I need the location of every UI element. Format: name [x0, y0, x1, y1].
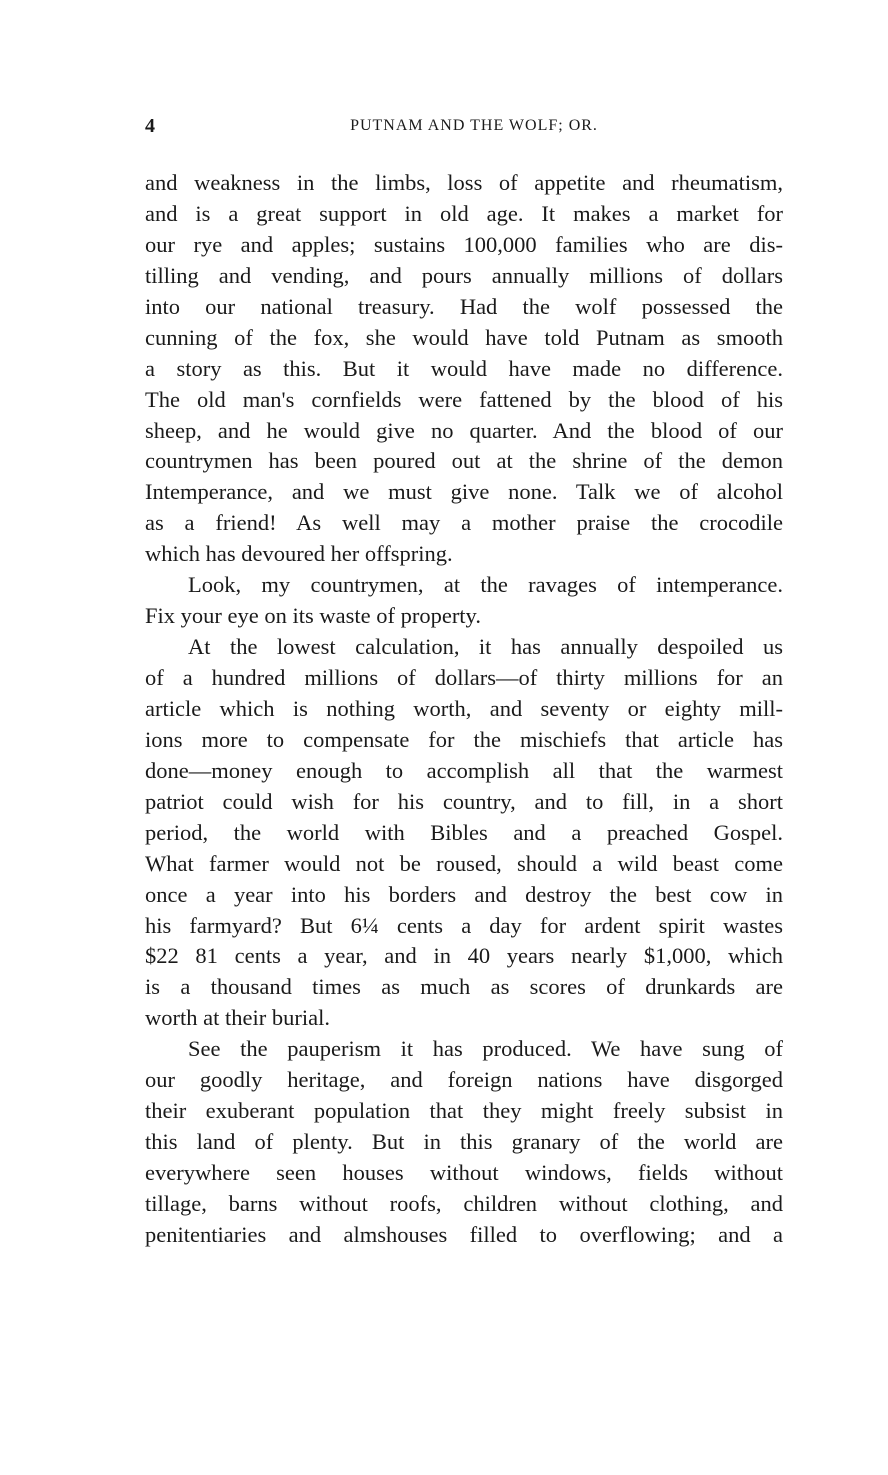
- text-line: See the pauperism it has produced. We have sung of: [188, 1036, 783, 1062]
- page-number: 4: [145, 115, 155, 137]
- text-line: tillage, barns without roofs, children without clothing, and: [145, 1190, 783, 1216]
- text-line: Look, my countrymen, at the ravages of intemperance.: [188, 572, 783, 598]
- text-line: article which is nothing worth, and seventy or eighty mill-: [145, 695, 783, 721]
- text-line: his farmyard? But 6¼ cents a day for ardent spirit wastes: [145, 912, 783, 938]
- text-line: this land of plenty. But in this granary of the world are: [145, 1129, 783, 1155]
- text-line: which has devoured her offspring.: [145, 541, 453, 567]
- text-line: and is a great support in old age. It makes a market for: [145, 200, 783, 226]
- text-line: cunning of the fox, she would have told Putnam as smooth: [145, 324, 783, 350]
- text-line: our rye and apples; sustains 100,000 families who are dis-: [145, 231, 783, 257]
- text-line: Intemperance, and we must give none. Talk we of alcohol: [145, 479, 783, 505]
- body-text: [145, 168, 783, 1251]
- text-line: once a year into his borders and destroy the best cow in: [145, 881, 783, 907]
- text-line: $22 81 cents a year, and in 40 years nearly $1,000, which: [145, 943, 783, 969]
- text-line: At the lowest calculation, it has annually despoiled us: [188, 634, 783, 660]
- text-line: tilling and vending, and pours annually millions of dollars: [145, 262, 783, 288]
- text-line: ions more to compensate for the mischiefs that article has: [145, 726, 783, 752]
- text-line: The old man's cornfields were fattened by the blood of his: [145, 386, 783, 412]
- text-line: worth at their burial.: [145, 1005, 330, 1031]
- text-line: their exuberant population that they might freely subsist in: [145, 1098, 783, 1124]
- text-line: period, the world with Bibles and a preached Gospel.: [145, 819, 783, 845]
- text-line: of a hundred millions of dollars—of thirty millions for an: [145, 665, 783, 690]
- text-line: done—money enough to accomplish all that the warmest: [145, 757, 783, 783]
- text-line: and weakness in the limbs, loss of appetite and rheumatism,: [145, 170, 783, 195]
- text-line: sheep, and he would give no quarter. And the blood of our: [145, 417, 783, 443]
- running-header: [145, 115, 783, 141]
- text-line: a story as this. But it would have made no difference.: [145, 355, 783, 381]
- text-line: as a friend! As well may a mother praise the crocodile: [145, 510, 783, 536]
- text-line: Fix your eye on its waste of property.: [145, 603, 481, 629]
- text-line: everywhere seen houses without windows, fields without: [145, 1160, 783, 1185]
- text-line: patriot could wish for his country, and to fill, in a short: [145, 788, 783, 814]
- text-line: countrymen has been poured out at the shrine of the demon: [145, 448, 783, 474]
- text-line: is a thousand times as much as scores of drunkards are: [145, 974, 783, 1000]
- running-title: PUTNAM AND THE WOLF; OR.: [350, 117, 598, 134]
- text-line: penitentiaries and almshouses filled to overflowing; and a: [145, 1221, 783, 1247]
- text-line: our goodly heritage, and foreign nations have disgorged: [145, 1067, 783, 1093]
- text-line: What farmer would not be roused, should a wild beast come: [145, 850, 783, 876]
- text-line: into our national treasury. Had the wolf possessed the: [145, 293, 783, 319]
